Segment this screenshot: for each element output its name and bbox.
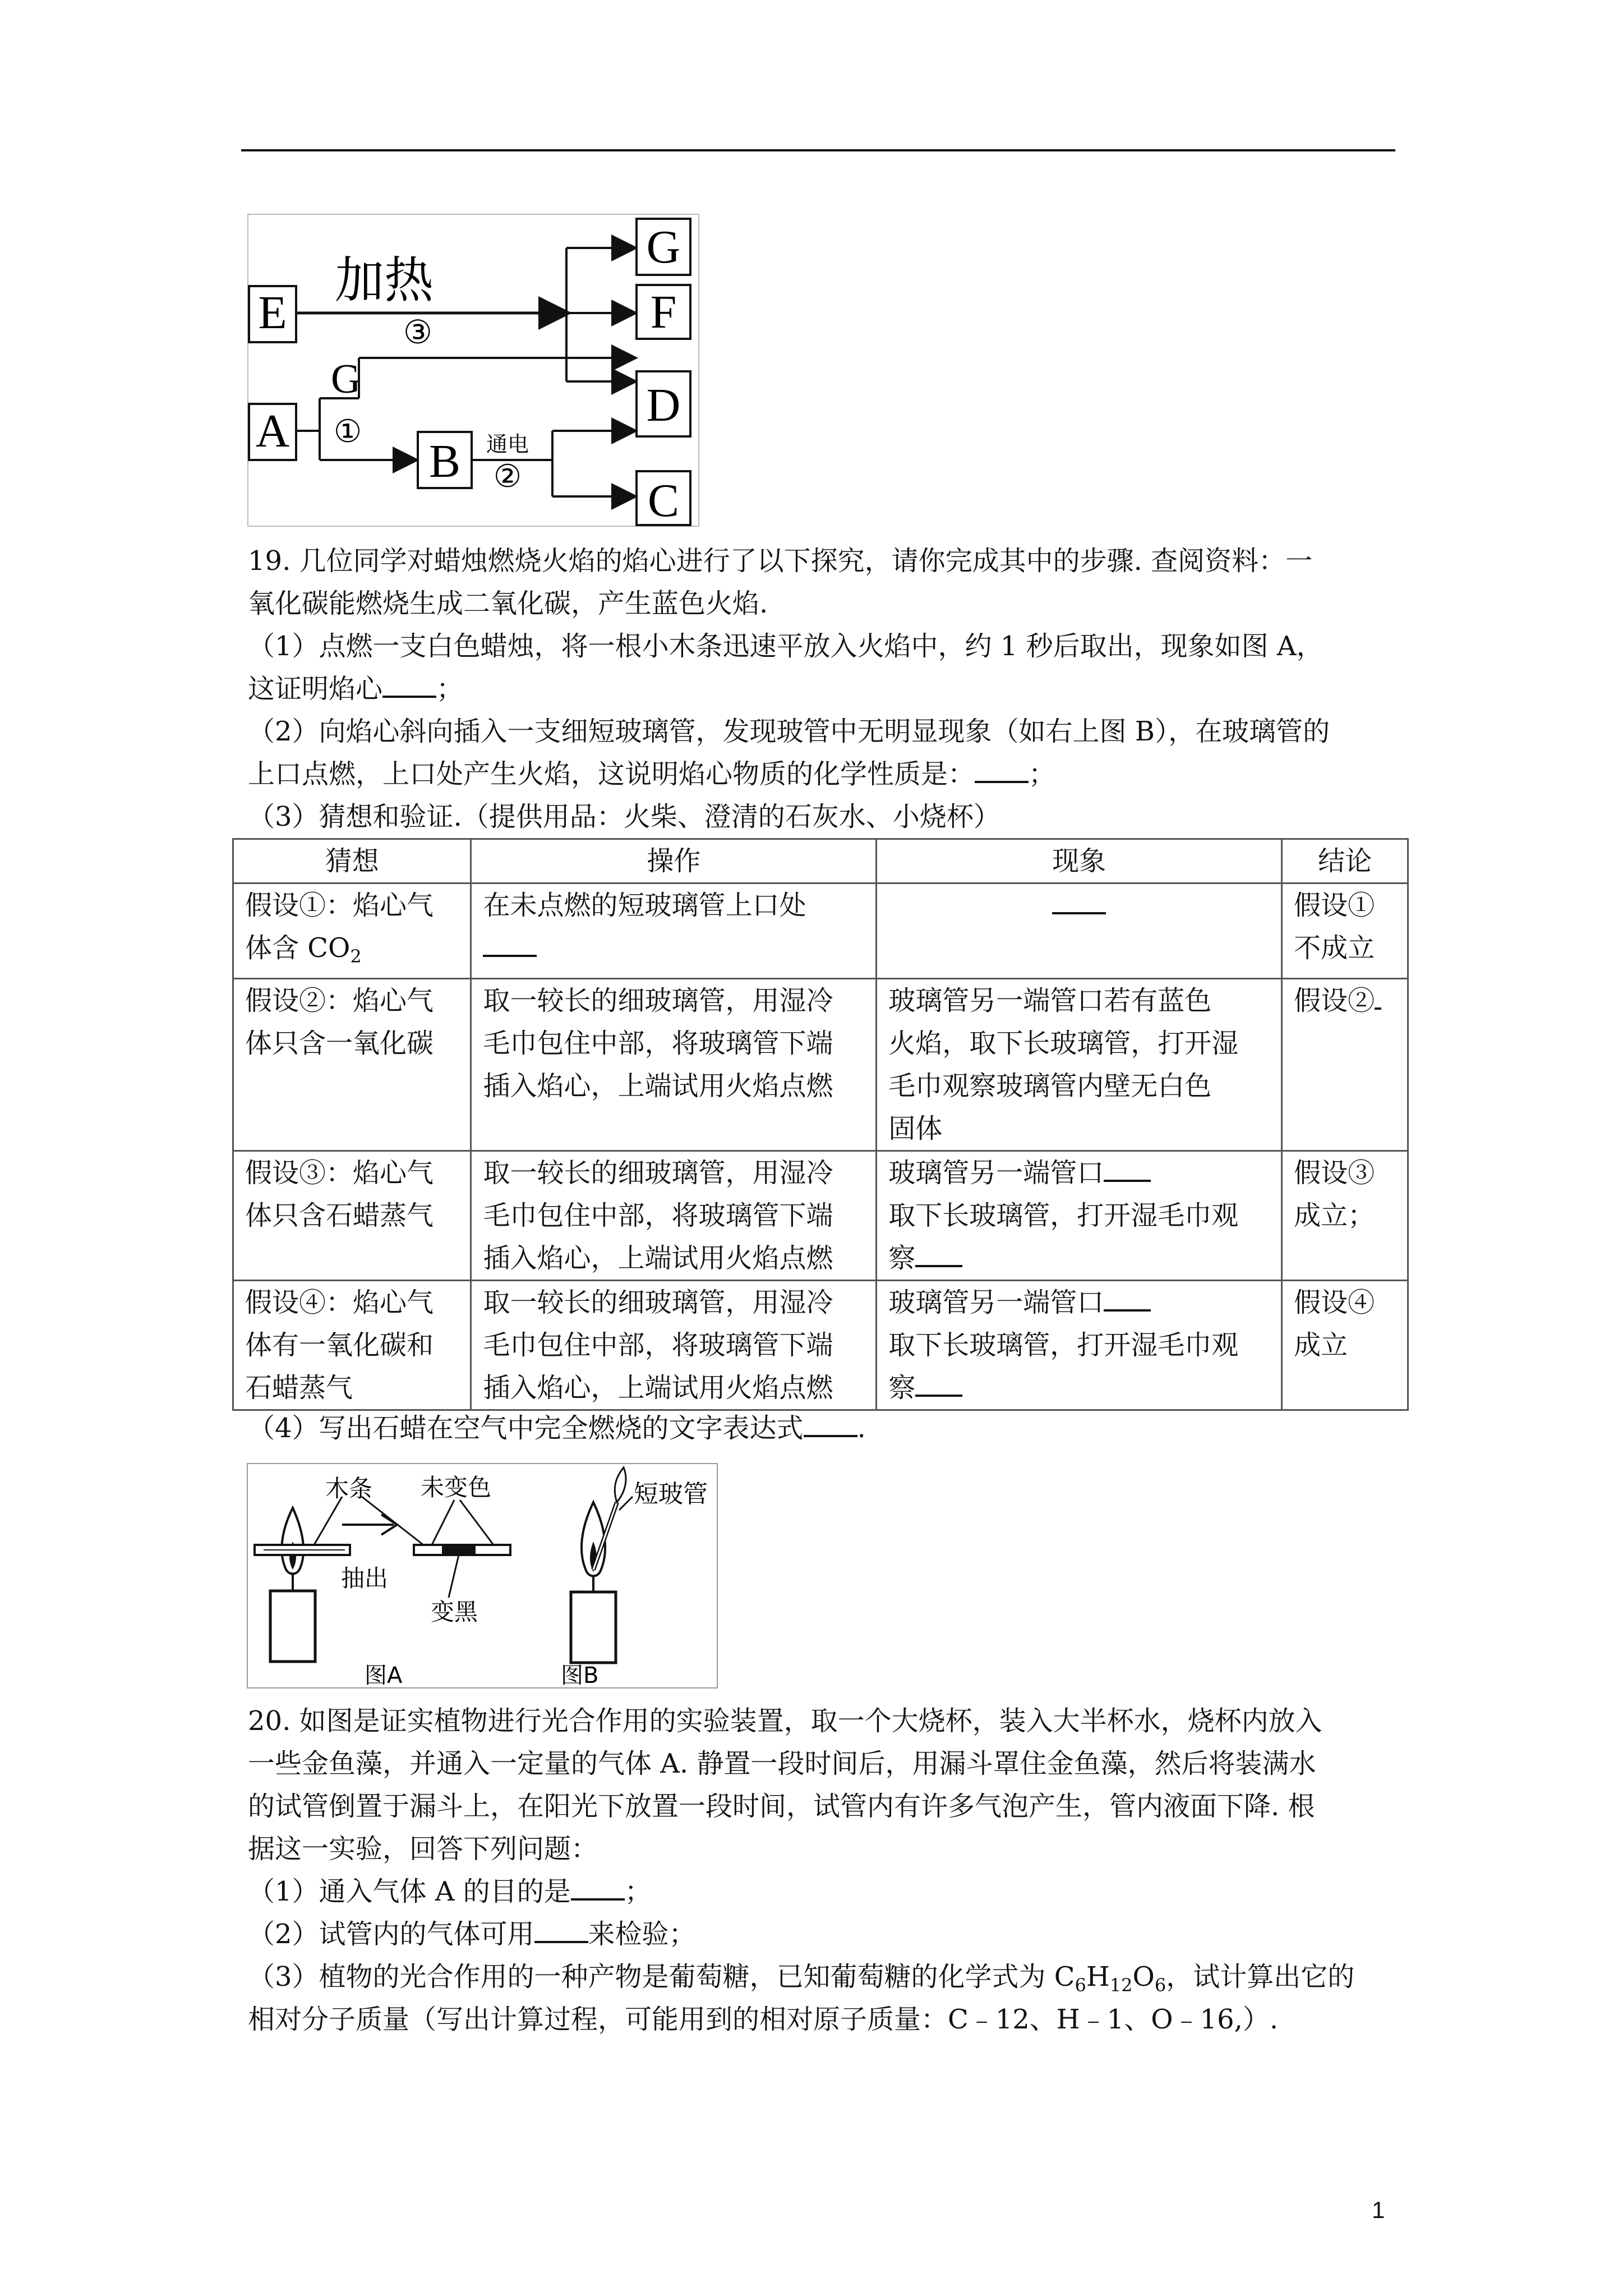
operation-cell: 取一较长的细玻璃管，用湿冷 毛巾包住中部，将玻璃管下端 插入焰心，上端试用火焰点燃	[471, 1151, 877, 1281]
phenomenon-cell: 玻璃管另一端管口若有蓝色 火焰，取下长玻璃管，打开湿 毛巾观察玻璃管内壁无白色 固体	[877, 979, 1282, 1151]
header-conclusion: 结论	[1282, 839, 1408, 884]
answer-blank[interactable]	[382, 670, 436, 698]
table-row	[233, 979, 1408, 1151]
q19-part2-line1: （2）向焰心斜向插入一支细短玻璃管，发现玻管中无明显现象（如右上图 B），在玻璃管的	[248, 716, 1330, 747]
q20-part2: （2）试管内的气体可用 来检验；	[248, 1913, 696, 1955]
label-blackened: 变黑	[431, 1598, 478, 1626]
box-g-top: G	[646, 221, 681, 273]
q19-intro-line1: 19. 几位同学对蜡烛燃烧火焰的焰心进行了以下探究，请你完成其中的步骤. 查阅资料：一	[248, 545, 1313, 577]
reaction-flow-diagram	[247, 213, 701, 528]
label-short-tube: 短玻管	[634, 1480, 708, 1508]
label-pull-out: 抽出	[341, 1565, 389, 1592]
label-fig-a: 图A	[365, 1663, 403, 1688]
answer-blank[interactable]	[975, 755, 1029, 783]
conclusion-cell: 假设②	[1282, 979, 1408, 1151]
q19-intro-line2: 氧化碳能燃烧生成二氧化碳，产生蓝色火焰.	[248, 588, 768, 619]
phenomenon-cell	[877, 884, 1282, 979]
page-number: 1	[1372, 2197, 1385, 2223]
q19-part1-text: 这证明焰心	[248, 673, 383, 705]
q20-intro-line2: 一些金鱼藻，并通入一定量的气体 A. 静置一段时间后，用漏斗罩住金鱼藻，然后将装满水	[248, 1748, 1316, 1779]
q19-part2-line2: 上口点燃，上口处产生火焰，这说明焰心物质的化学性质是： ；	[248, 753, 1055, 795]
label-unchanged: 未变色	[421, 1474, 492, 1501]
table-row	[233, 884, 1408, 979]
answer-blank[interactable]	[915, 1369, 962, 1397]
header-operation: 操作	[471, 839, 877, 884]
box-f: F	[650, 286, 677, 338]
conclusion-cell: 假设④ 成立	[1282, 1281, 1408, 1410]
operation-cell: 取一较长的细玻璃管，用湿冷 毛巾包住中部，将玻璃管下端 插入焰心，上端试用火焰点燃	[471, 979, 877, 1151]
conclusion-cell: 假设① 不成立	[1282, 884, 1408, 979]
box-e: E	[258, 287, 287, 339]
label-stick: 木条	[325, 1475, 373, 1502]
guess-cell: 假设②：焰心气 体只含一氧化碳	[233, 979, 471, 1151]
phenomenon-cell: 玻璃管另一端管口 取下长玻璃管，打开湿毛巾观 察	[877, 1281, 1282, 1410]
q20-part3-line1: （3）植物的光合作用的一种产物是葡萄糖，已知葡萄糖的化学式为 $C_6H_{12}O_6$，试计算出它的	[248, 1961, 1355, 1996]
q20-part1: （1）通入气体 A 的目的是 ；	[248, 1870, 652, 1913]
candle-experiment-figure	[247, 1463, 718, 1688]
header-guess: 猜想	[233, 839, 471, 884]
label-step3: ③	[403, 313, 432, 351]
operation-cell: 在未点燃的短玻璃管上口处	[471, 884, 877, 979]
header-rule	[241, 149, 1395, 151]
answer-blank[interactable]	[1104, 1154, 1151, 1182]
answer-blank[interactable]	[571, 1872, 625, 1901]
box-c: C	[647, 475, 680, 527]
answer-blank[interactable]	[804, 1409, 857, 1437]
guess-cell: 假设①：焰心气 体含 $CO_2$	[233, 884, 471, 979]
answer-blank[interactable]	[1104, 1283, 1151, 1312]
box-a: A	[255, 405, 290, 457]
q20-intro-line1: 20. 如图是证实植物进行光合作用的实验装置，取一个大烧杯，装入大半杯水，烧杯内放入	[248, 1705, 1322, 1737]
label-electric: 通电	[486, 432, 529, 457]
operation-cell: 取一较长的细玻璃管，用湿冷 毛巾包住中部，将玻璃管下端 插入焰心，上端试用火焰点燃	[471, 1281, 877, 1410]
label-fig-b: 图B	[561, 1663, 599, 1688]
q19-part4: （4）写出石蜡在空气中完全燃烧的文字表达式 .	[248, 1407, 866, 1450]
q19-part1-line2: 这证明焰心 ；	[248, 668, 463, 710]
phenomenon-cell: 玻璃管另一端管口 取下长玻璃管，打开湿毛巾观 察	[877, 1151, 1282, 1281]
table-row	[233, 1151, 1408, 1281]
hypothesis-table	[232, 838, 1409, 1411]
box-b: B	[428, 435, 461, 487]
box-d: D	[646, 379, 681, 431]
answer-blank[interactable]	[1375, 982, 1381, 1010]
conclusion-cell: 假设③ 成立；	[1282, 1151, 1408, 1281]
label-step1: ①	[334, 413, 362, 450]
q19-part2-text: 上口点燃，上口处产生火焰，这说明焰心物质的化学性质是：	[248, 758, 975, 790]
q20-part3-line2: 相对分子质量（写出计算过程，可能用到的相对原子质量：C﹣12、H﹣1、O﹣16,）.	[248, 2004, 1279, 2035]
q20-intro-line3: 的试管倒置于漏斗上，在阳光下放置一段时间，试管内有许多气泡产生，管内液面下降. 根	[248, 1791, 1315, 1822]
guess-cell: 假设③：焰心气 体只含石蜡蒸气	[233, 1151, 471, 1281]
label-step2: ②	[493, 458, 522, 495]
answer-blank[interactable]	[534, 1915, 588, 1943]
answer-blank[interactable]	[483, 929, 537, 957]
answer-blank[interactable]	[1052, 886, 1106, 914]
table-row	[233, 1281, 1408, 1410]
q19-part3: （3）猜想和验证.（提供用品：火柴、澄清的石灰水、小烧杯）	[248, 801, 1000, 832]
label-g-mid: G	[331, 356, 361, 402]
header-phenomenon: 现象	[877, 839, 1282, 884]
answer-blank[interactable]	[915, 1239, 962, 1267]
guess-cell: 假设④：焰心气 体有一氧化碳和 石蜡蒸气	[233, 1281, 471, 1410]
q20-intro-line4: 据这一实验，回答下列问题：	[248, 1833, 598, 1865]
table-header-row	[233, 839, 1408, 884]
q19-part1-line1: （1）点燃一支白色蜡烛，将一根小木条迅速平放入火焰中，约 1 秒后取出，现象如图 A，	[248, 631, 1324, 662]
label-heat: 加热	[334, 251, 434, 309]
